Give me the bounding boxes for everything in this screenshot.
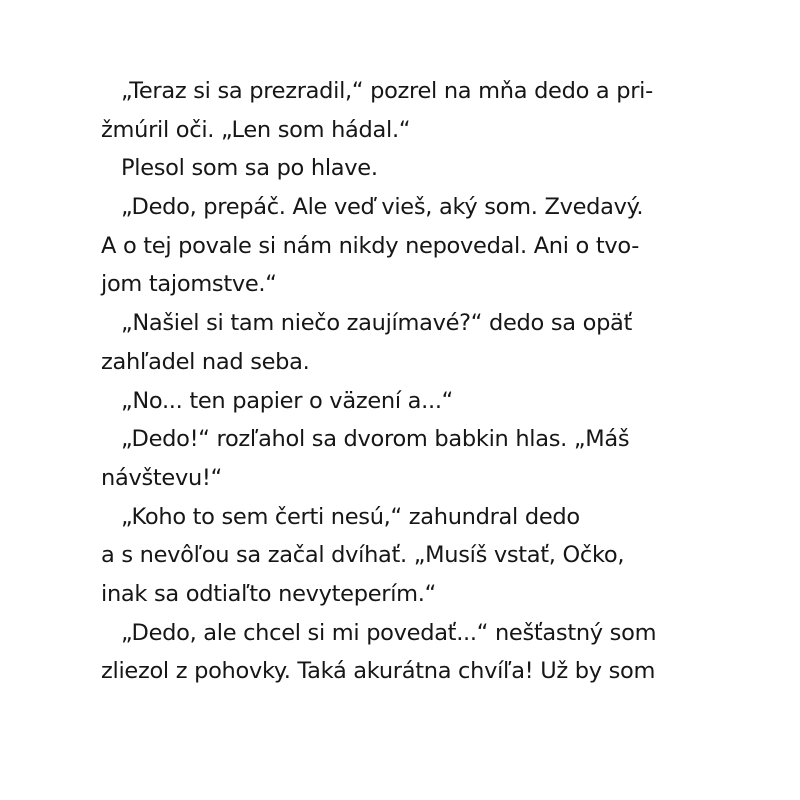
text-line: „Dedo, prepáč. Ale veď vieš, aký som. Zvedavý. xyxy=(121,194,644,221)
text-line: A o tej povale si nám nikdy nepovedal. Ani o tvo- xyxy=(101,232,640,259)
text-line: zliezol z pohovky. Taká akurátna chvíľa! Už by som xyxy=(101,658,656,685)
text-line: návštevu!“ xyxy=(101,464,223,491)
text-line: „Dedo, ale chcel si mi povedať...“ nešťastný som xyxy=(121,619,657,646)
text-line: jom tajomstve.“ xyxy=(101,271,277,298)
text-line: a s nevôľou sa začal dvíhať. „Musíš vstať, Očko, xyxy=(101,542,625,569)
text-line: Plesol som sa po hlave. xyxy=(121,155,378,182)
page-text xyxy=(101,72,711,691)
text-line: „Dedo!“ rozľahol sa dvorom babkin hlas. „Máš xyxy=(121,426,630,453)
text-line: inak sa odtiaľto nevyteperím.“ xyxy=(101,580,436,607)
text-line: „Koho to sem čerti nesú,“ zahundral dedo xyxy=(121,503,580,530)
text-line: „No... ten papier o väzení a...“ xyxy=(121,387,454,414)
text-line: zahľadel nad seba. xyxy=(101,348,310,375)
text-line: „Našiel si tam niečo zaujímavé?“ dedo sa opäť xyxy=(121,310,633,337)
text-line: „Teraz si sa prezradil,“ pozrel na mňa dedo a pri- xyxy=(121,78,653,104)
text-line: žmúril oči. „Len som hádal.“ xyxy=(101,116,411,143)
